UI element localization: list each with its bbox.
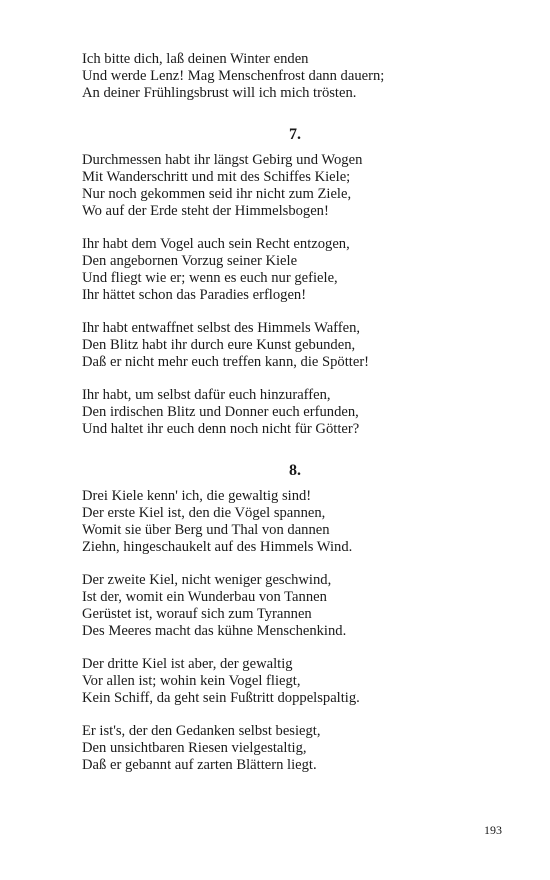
section-heading-8: 8. — [289, 462, 301, 479]
verse-line: Der erste Kiel ist, den die Vögel spannen, — [82, 505, 326, 521]
verse-line: Ihr hättet schon das Paradies erflogen! — [82, 287, 307, 303]
verse-line: Gerüstet ist, worauf sich zum Tyrannen — [82, 606, 312, 622]
verse-line: Mit Wanderschritt und mit des Schiffes Kiele; — [82, 169, 351, 185]
verse-line: Den irdischen Blitz und Donner euch erfunden, — [82, 404, 359, 420]
verse-line: Womit sie über Berg und Thal von dannen — [82, 522, 330, 538]
verse-line: Und haltet ihr euch denn noch nicht für Götter? — [82, 421, 360, 437]
verse-line: Daß er nicht mehr euch treffen kann, die Spötter! — [82, 354, 370, 370]
verse-line: Der dritte Kiel ist aber, der gewaltig — [82, 656, 293, 672]
section-heading-7: 7. — [289, 126, 301, 143]
verse-line: Ich bitte dich, laß deinen Winter enden — [82, 51, 309, 67]
verse-line: Den Blitz habt ihr durch eure Kunst gebunden, — [82, 337, 356, 353]
verse-line: Der zweite Kiel, nicht weniger geschwind, — [82, 572, 332, 588]
stanza-8-2 — [82, 572, 502, 640]
verse-line: Ist der, womit ein Wunderbau von Tannen — [82, 589, 327, 605]
verse-line: Und werde Lenz! Mag Menschenfrost dann dauern; — [82, 68, 385, 84]
verse-line: Ihr habt entwaffnet selbst des Himmels Waffen, — [82, 320, 361, 336]
verse-line: Den unsichtbaren Riesen vielgestaltig, — [82, 740, 307, 756]
verse-line: Ihr habt, um selbst dafür euch hinzuraffen, — [82, 387, 331, 403]
verse-line: Den angebornen Vorzug seiner Kiele — [82, 253, 298, 269]
verse-line: Daß er gebannt auf zarten Blättern liegt. — [82, 757, 317, 773]
stanza-7-3 — [82, 320, 502, 371]
verse-line: An deiner Frühlingsbrust will ich mich trösten. — [82, 85, 357, 101]
stanza-8-4 — [82, 723, 502, 774]
verse-line: Er ist's, der den Gedanken selbst besiegt, — [82, 723, 321, 739]
verse-line: Und fliegt wie er; wenn es euch nur gefiele, — [82, 270, 338, 286]
stanza-8-3 — [82, 656, 502, 707]
stanza-8-1 — [82, 488, 502, 556]
verse-line: Kein Schiff, da geht sein Fußtritt doppelspaltig. — [82, 690, 360, 706]
stanza-7-4 — [82, 387, 502, 438]
page-number: 193 — [484, 823, 502, 837]
verse-line: Nur noch gekommen seid ihr nicht zum Ziele, — [82, 186, 352, 202]
verse-line: Durchmessen habt ihr längst Gebirg und Wogen — [82, 152, 363, 168]
stanza-7-1 — [82, 152, 502, 220]
verse-line: Drei Kiele kenn' ich, die gewaltig sind! — [82, 488, 312, 504]
stanza-intro — [82, 51, 502, 102]
verse-line: Ihr habt dem Vogel auch sein Recht entzogen, — [82, 236, 350, 252]
verse-line: Des Meeres macht das kühne Menschenkind. — [82, 623, 347, 639]
stanza-7-2 — [82, 236, 502, 304]
verse-line: Vor allen ist; wohin kein Vogel fliegt, — [82, 673, 301, 689]
verse-line: Wo auf der Erde steht der Himmelsbogen! — [82, 203, 329, 219]
verse-line: Ziehn, hingeschaukelt auf des Himmels Wind. — [82, 539, 353, 555]
